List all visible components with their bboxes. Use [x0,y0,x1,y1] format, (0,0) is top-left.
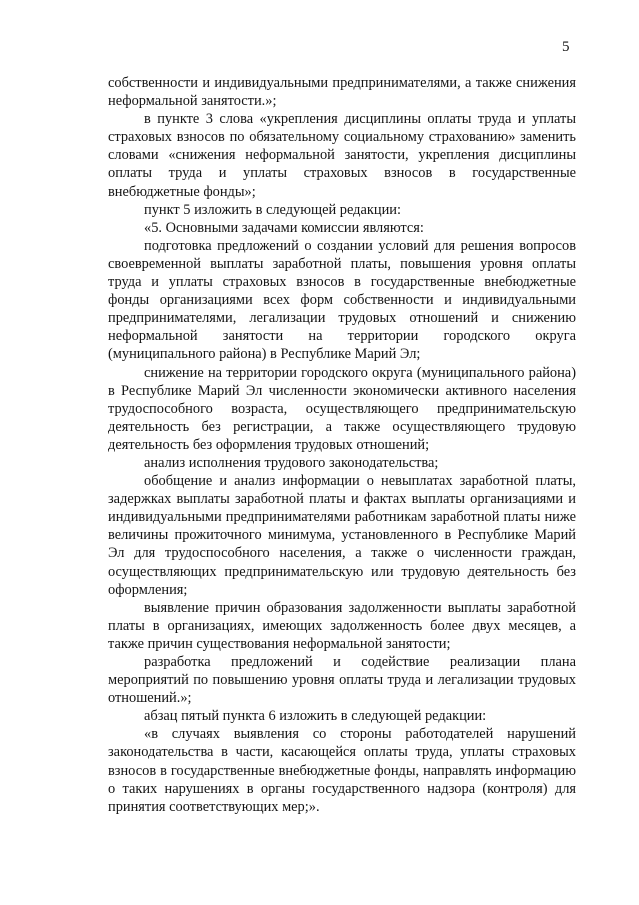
paragraph-task-analysis: анализ исполнения трудового законодательства; [144,454,439,471]
paragraph-commission-tasks-heading: «5. Основными задачами комиссии являются: [144,219,424,236]
paragraph-task-generalization: обобщение и анализ информации о невыплатах заработной платы, задержках выплаты заработной платы и фактах выплаты организациями и индивидуальными предпринимателями работникам заработной платы ниже величины прожиточного минимума, установленного в Республике Марий Эл для трудоспособного населения, а также о численности граждан, осуществляющих предпринимательскую или трудовую деятельность без оформления; [108,473,576,598]
paragraph-item-3-amendment: в пункте 3 слова «укрепления дисциплины оплаты труда и уплаты страховых взносов по обязательному социальному страхованию» заменить словами «снижения неформальной занятости, укрепления дисциплины оплаты труда и уплаты страховых взносов в государственные внебюджетные фонды»; [108,111,576,200]
paragraph-task-development: разработка предложений и содействие реализации плана мероприятий по повышению уровня оплаты труда и легализации трудовых отношений.»; [108,654,576,707]
paragraph-item-5-intro: пункт 5 изложить в следующей редакции: [144,201,401,218]
document-body [108,74,576,816]
paragraph-item-6-text: «в случаях выявления со стороны работодателей нарушений законодательства в части, касающейся оплаты труда, уплаты страховых взносов в государственные внебюджетные фонды, направлять информацию о таких нарушениях в органы государственного надзора (контроля) для принятия соответствующих мер;». [108,726,576,815]
paragraph-task-reduction: снижение на территории городского округа (муниципального района) в Республике Марий Эл численности экономически активного населения трудоспособного возраста, осуществляющего предпринимательскую деятельность без регистрации, а также осуществляющего трудовую деятельность без оформления трудовых отношений; [108,364,576,453]
paragraph-item-6-intro: абзац пятый пункта 6 изложить в следующей редакции: [144,708,487,725]
paragraph-task-identification: выявление причин образования задолженности выплаты заработной платы в организациях, имеющих задолженность более двух месяцев, а также причин существования неформальной занятости; [108,599,576,652]
paragraph-task-proposals: подготовка предложений о создании условий для решения вопросов своевременной выплаты заработной платы, повышения уровня оплаты труда и уплаты страховых взносов в государственные внебюджетные фонды организациями всех форм собственности и индивидуальными предпринимателями, легализации трудовых отношений и снижению неформальной занятости на территории городского округа (муниципального района) в Республике Марий Эл; [108,237,576,363]
page-number: 5 [562,39,570,55]
paragraph-continuation: собственности и индивидуальными предпринимателями, а также снижения неформальной занятости.»; [108,75,576,110]
